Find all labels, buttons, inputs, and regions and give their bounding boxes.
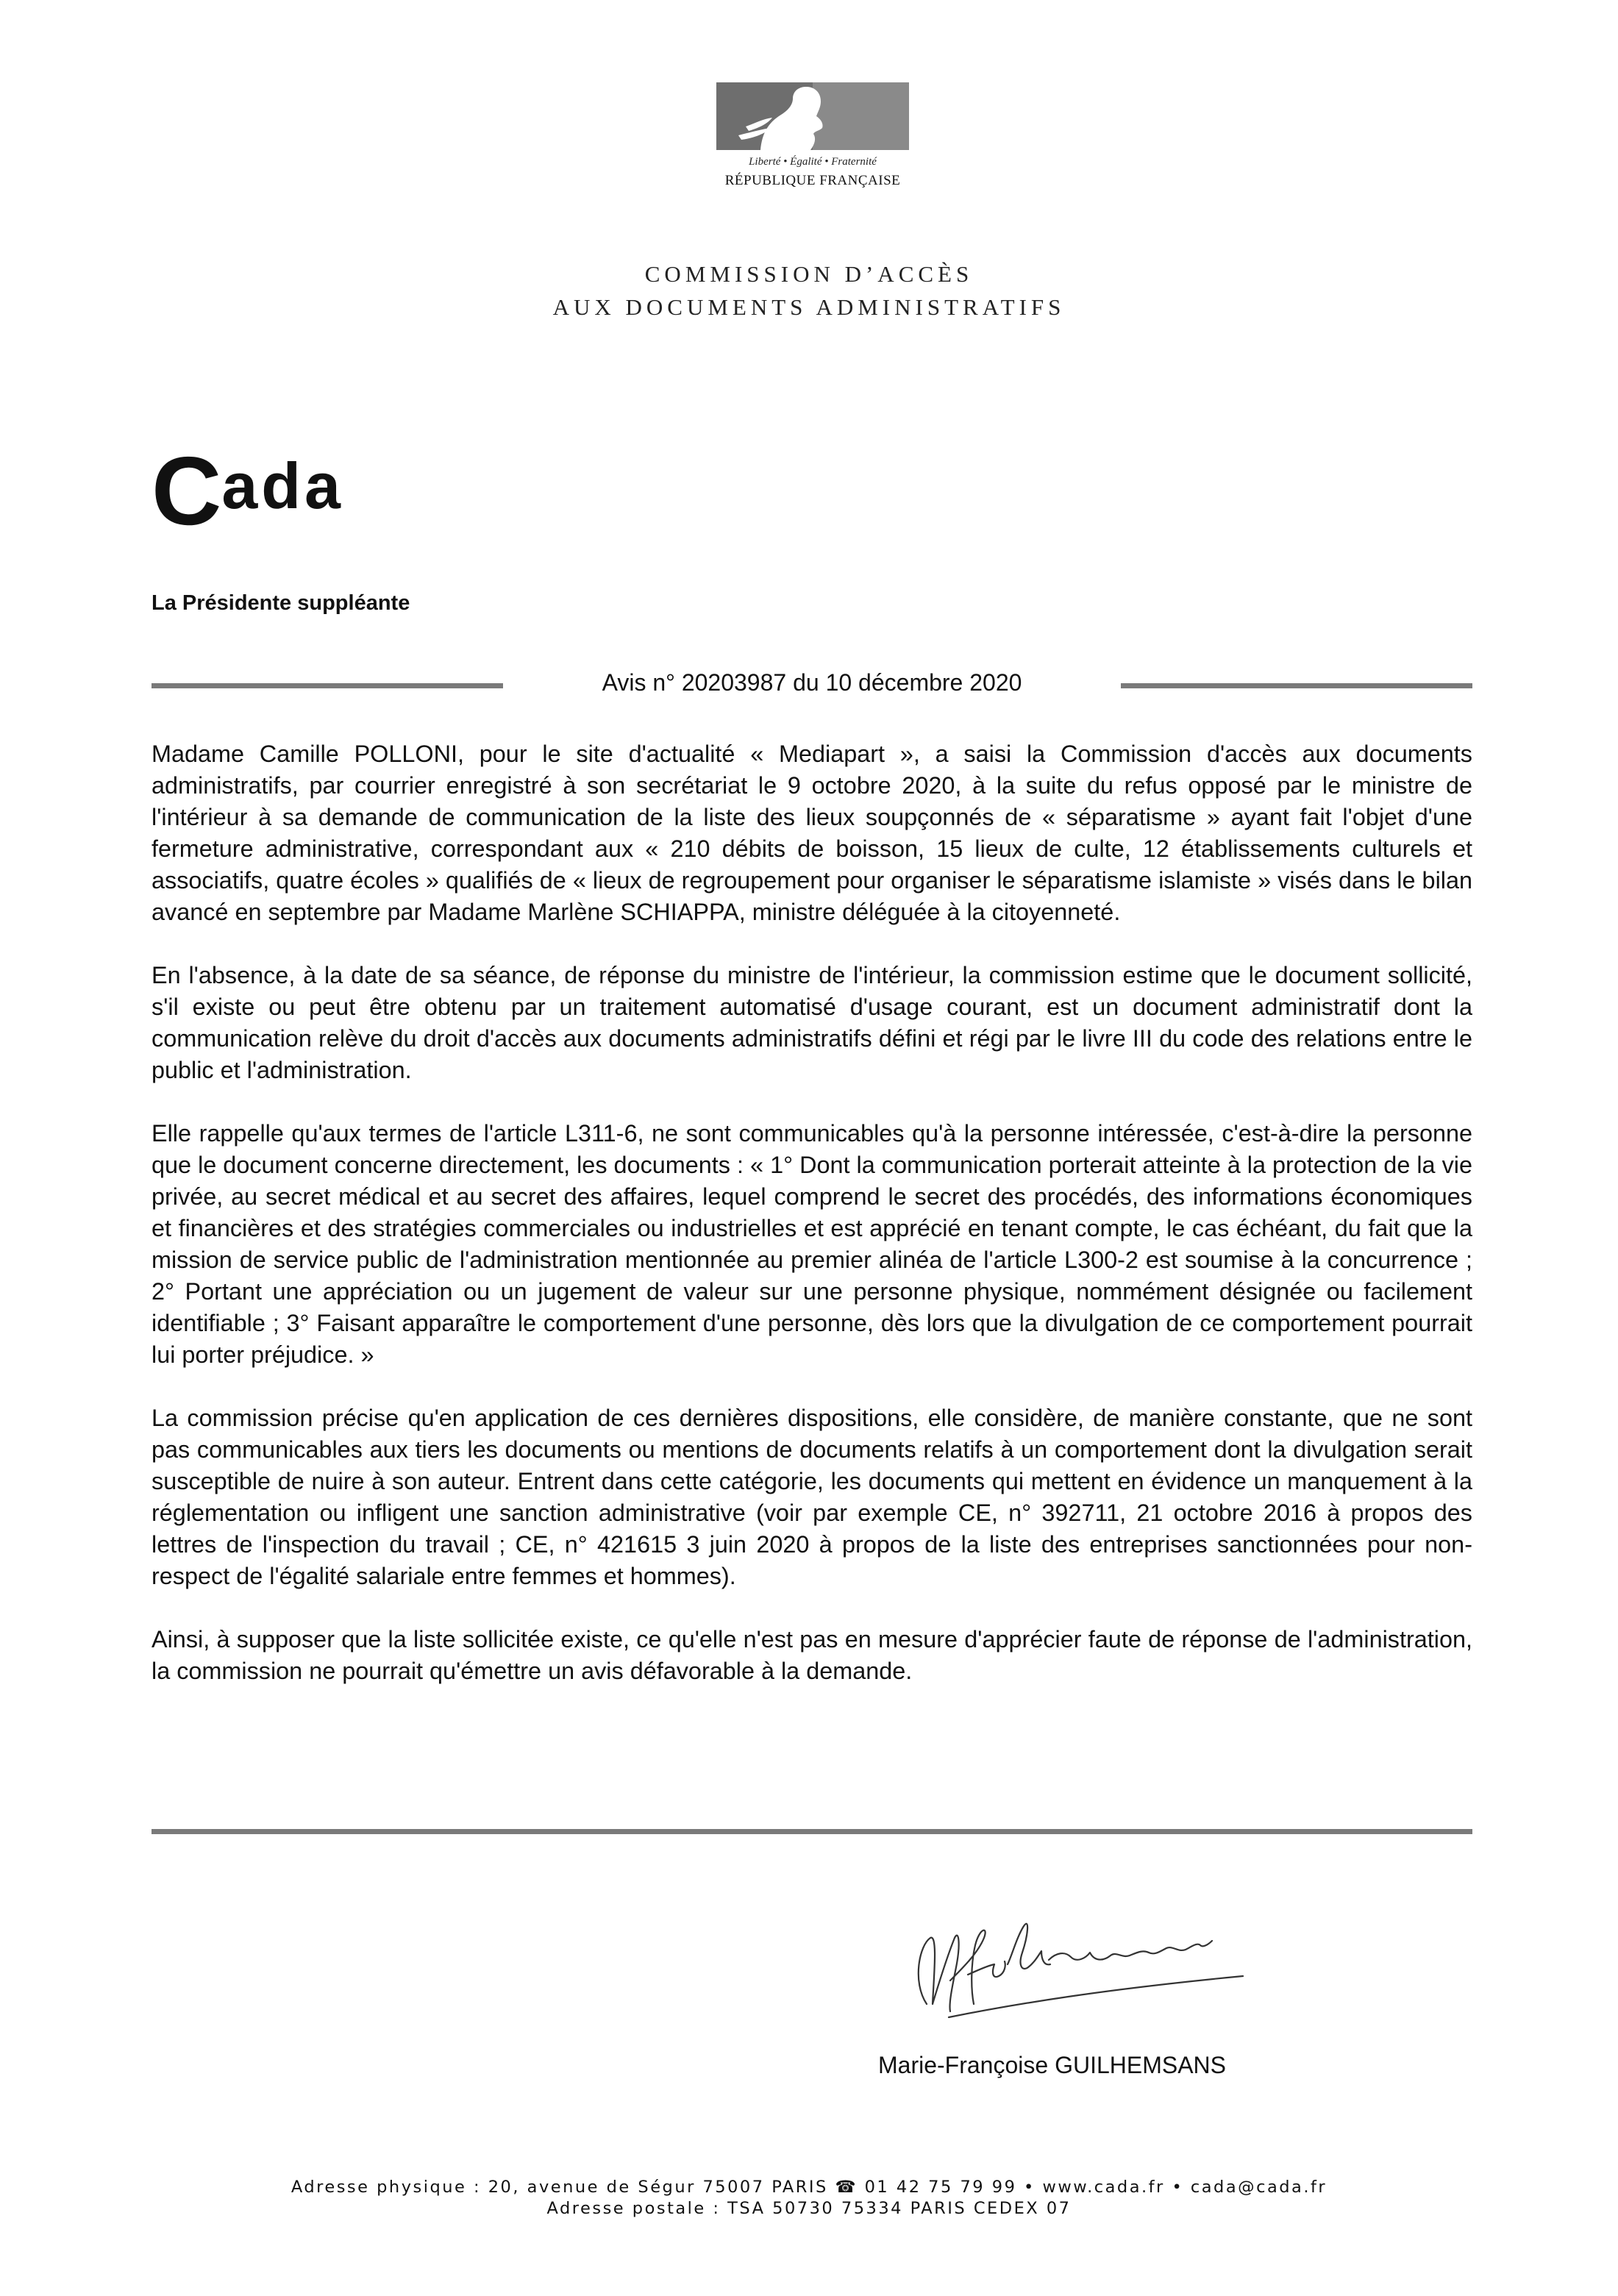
cada-logo-initial: C: [152, 437, 222, 545]
divider-bottom: [152, 1829, 1472, 1834]
commission-line-1: COMMISSION D’ACCÈS: [644, 261, 974, 287]
footer-address-physical: Adresse physique : 20, avenue de Ségur 75007 PARIS ☎ 01 42 75 79 99 • www.cada.fr • cada@cada.fr: [291, 2178, 1327, 2197]
divider-right: [1121, 683, 1472, 688]
paragraph: Madame Camille POLLONI, pour le site d'actualité « Mediapart », a saisi la Commission d'accès aux documents administratifs, par courrier enregistré à son secrétariat le 9 octobre 2020, à la suite du refus opposé par le ministre de l'intérieur à sa demande de communication de la liste des lieux soupçonnés de « séparatisme » ayant fait l'objet d'une fermeture administrative, correspondant aux « 210 débits de boisson, 15 lieux de culte, 12 établissements culturels et associatifs, quatre écoles » qualifiés de « lieux de regroupement pour organiser le séparatisme islamiste » visés dans le bilan avancé en septembre par Madame Marlène SCHIAPPA, ministre déléguée à la citoyenneté.: [152, 741, 1472, 925]
paragraph: Elle rappelle qu'aux termes de l'article L311-6, ne sont communicables qu'à la personne intéressée, c'est-à-dire la personne que le document concerne directement, les documents : « 1° Dont la communication porterait atteinte à la protection de la vie privée, au secret médical et au secret des affaires, lequel comprend le secret des procédés, des informations économiques et financières et des stratégies commerciales ou industrielles et est apprécié en tenant compte, le cas échéant, du fait que la mission de service public de l'administration mentionnée au premier alinéa de l'article L300-2 est soumise à la concurrence ; 2° Portant une appréciation ou un jugement de valeur sur une personne physique, nommément désignée ou facilement identifiable ; 3° Faisant apparaître le comportement d'une personne, dès lors que la divulgation de ce comportement pourrait lui porter préjudice. »: [152, 1120, 1472, 1368]
marianne-emblem-icon: [716, 82, 909, 150]
cada-logo-text: ada: [221, 449, 344, 522]
republic-motto: Liberté • Égalité • Fraternité: [749, 156, 877, 168]
commission-line-2: AUX DOCUMENTS ADMINISTRATIFS: [552, 294, 1066, 320]
republic-name: RÉPUBLIQUE FRANÇAISE: [724, 173, 901, 188]
paragraph: Ainsi, à supposer que la liste sollicitée existe, ce qu'elle n'est pas en mesure d'apprécier faute de réponse de l'administration, la commission ne pourrait qu'émettre un avis défavorable à la demande.: [152, 1626, 1472, 1684]
avis-header: [152, 666, 1472, 703]
avis-body: [152, 738, 1472, 1719]
signatory-name: Marie-Françoise GUILHEMSANS: [878, 2052, 1226, 2078]
footer: [0, 2177, 1618, 2220]
handwritten-signature: [897, 1894, 1280, 2041]
avis-title: Avis n° 20203987 du 10 décembre 2020: [602, 669, 1022, 696]
signatory-title: La Présidente suppléante: [152, 591, 410, 615]
commission-heading: [0, 257, 1618, 324]
cada-logo: [152, 437, 344, 545]
footer-address-postal: Adresse postale : TSA 50730 75334 PARIS CEDEX 07: [546, 2199, 1072, 2218]
paragraph: La commission précise qu'en application de ces dernières dispositions, elle considère, de manière constante, que ne sont pas communicables aux tiers les documents ou mentions de documents relatifs à un comportement dont la divulgation serait susceptible de nuire à son auteur. Entrent dans cette catégorie, les documents qui mettent en évidence un manquement à la réglementation ou infligent une sanction administrative (voir par exemple CE, n° 392711, 21 octobre 2016 à propos des lettres de l'inspection du travail ; CE, n° 421615 3 juin 2020 à propos de la liste des entreprises sanctionnées pour non-respect de l'égalité salariale entre femmes et hommes).: [152, 1405, 1472, 1589]
paragraph: En l'absence, à la date de sa séance, de réponse du ministre de l'intérieur, la commission estime que le document sollicité, s'il existe ou peut être obtenu par un traitement automatisé d'usage courant, est un document administratif dont la communication relève du droit d'accès aux documents administratifs défini et régi par le livre III du code des relations entre le public et l'administration.: [152, 962, 1472, 1083]
marianne-logo: [716, 82, 909, 189]
